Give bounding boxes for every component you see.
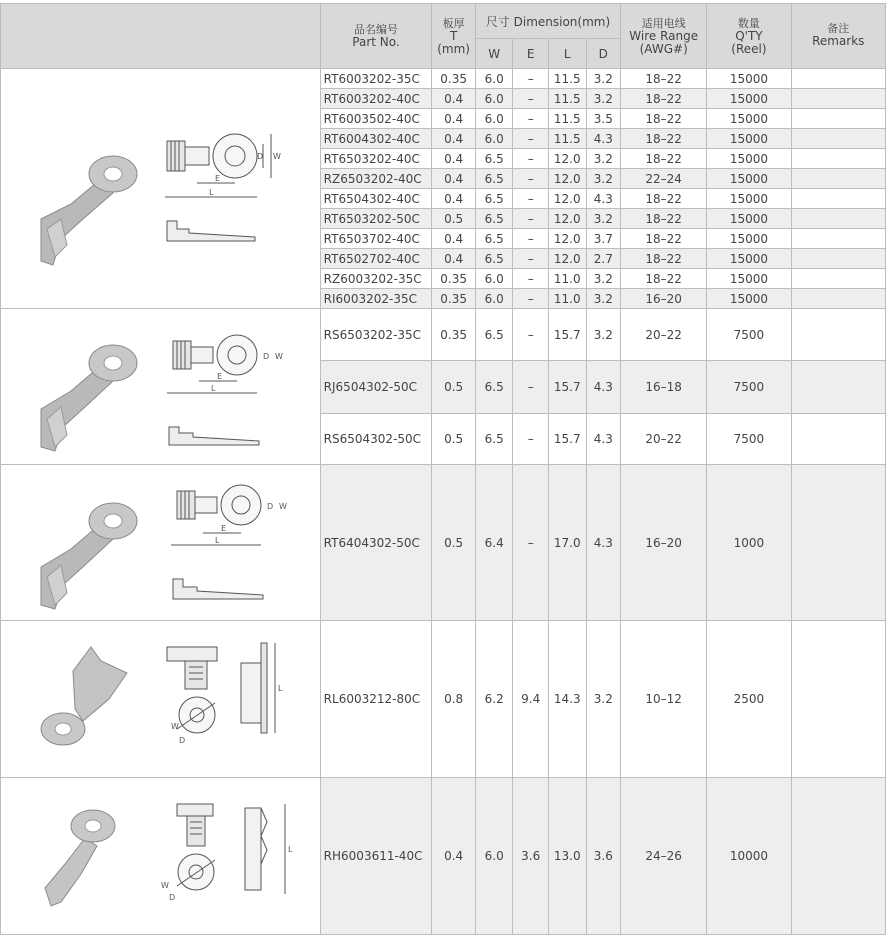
- ring-terminal-diagram: [1, 69, 316, 308]
- d-cell: 3.7: [586, 229, 621, 249]
- qty-cell: 15000: [707, 69, 791, 89]
- group4-image-cell: [1, 621, 321, 778]
- wire-range-cell: 18–22: [621, 109, 707, 129]
- e-cell: –: [513, 269, 549, 289]
- w-label: W: [161, 881, 169, 890]
- part-number: RT6404302-50C: [320, 465, 432, 621]
- e-label: E: [217, 372, 223, 381]
- wire-range-cell: 18–22: [621, 249, 707, 269]
- e-label: E: [221, 524, 227, 533]
- remarks-cell: [791, 465, 885, 621]
- part-number: RT6003202-35C: [320, 69, 432, 89]
- ring-terminal-photo: [41, 345, 137, 451]
- table-row: [1, 621, 886, 778]
- w-label: W: [275, 352, 283, 361]
- part-number: RT6504302-40C: [320, 189, 432, 209]
- d-cell: 4.3: [586, 465, 621, 621]
- d-cell: 3.2: [586, 621, 621, 778]
- image-header: [1, 4, 321, 69]
- qty-cell: 15000: [707, 209, 791, 229]
- d-cell: 3.2: [586, 169, 621, 189]
- qty-cell: 1000: [707, 465, 791, 621]
- part-number: RT6503202-50C: [320, 209, 432, 229]
- d-cell: 4.3: [586, 361, 621, 413]
- remarks-cell: [791, 778, 885, 935]
- d-cell: 3.2: [586, 309, 621, 361]
- l-cell: 12.0: [548, 149, 586, 169]
- thickness-cell: 0.4: [432, 109, 476, 129]
- part-number: RI6003202-35C: [320, 289, 432, 309]
- w-label: W: [171, 722, 179, 731]
- w-cell: 6.5: [475, 209, 513, 229]
- ring-terminal-diagram: [1, 621, 316, 777]
- qty-header: 数量 Q'TY (Reel): [707, 4, 791, 69]
- side-view-drawing: [245, 804, 285, 894]
- qty-cell: 15000: [707, 229, 791, 249]
- w-cell: 6.5: [475, 249, 513, 269]
- top-view-drawing: [165, 134, 271, 197]
- thickness-cell: 0.5: [432, 465, 476, 621]
- w-header: W: [475, 39, 513, 69]
- thickness-cell: 0.4: [432, 249, 476, 269]
- e-cell: –: [513, 149, 549, 169]
- qty-cell: 15000: [707, 169, 791, 189]
- remarks-cell: [791, 169, 885, 189]
- remarks-cell: [791, 69, 885, 89]
- e-cell: –: [513, 109, 549, 129]
- dimension-header: 尺寸 Dimension(mm): [475, 4, 620, 39]
- remarks-cell: [791, 621, 885, 778]
- part-number: RL6003212-80C: [320, 621, 432, 778]
- d-cell: 3.6: [586, 778, 621, 935]
- l-cell: 13.0: [548, 778, 586, 935]
- qty-cell: 2500: [707, 621, 791, 778]
- w-cell: 6.5: [475, 149, 513, 169]
- remarks-cell: [791, 361, 885, 413]
- w-cell: 6.5: [475, 361, 513, 413]
- wire-range-cell: 20–22: [621, 413, 707, 464]
- thickness-cell: 0.5: [432, 209, 476, 229]
- thickness-cell: 0.35: [432, 69, 476, 89]
- part-number: RT6503702-40C: [320, 229, 432, 249]
- qty-cell: 15000: [707, 89, 791, 109]
- part-number: RJ6504302-50C: [320, 361, 432, 413]
- e-cell: –: [513, 413, 549, 464]
- ring-terminal-diagram: [1, 309, 316, 464]
- d-cell: 3.2: [586, 149, 621, 169]
- wire-range-cell: 18–22: [621, 129, 707, 149]
- remarks-cell: [791, 189, 885, 209]
- l-cell: 14.3: [548, 621, 586, 778]
- l-label: L: [215, 536, 220, 545]
- w-label: W: [273, 152, 281, 161]
- remarks-cell: [791, 109, 885, 129]
- terminal-spec-table: [0, 3, 886, 935]
- e-cell: –: [513, 249, 549, 269]
- l-cell: 11.0: [548, 289, 586, 309]
- part-number: RZ6503202-40C: [320, 169, 432, 189]
- wire-range-cell: 18–22: [621, 69, 707, 89]
- top-view-drawing: [167, 647, 217, 733]
- w-cell: 6.2: [475, 621, 513, 778]
- remarks-cell: [791, 209, 885, 229]
- thickness-cell: 0.4: [432, 229, 476, 249]
- e-cell: –: [513, 229, 549, 249]
- d-cell: 4.3: [586, 189, 621, 209]
- qty-cell: 7500: [707, 361, 791, 413]
- e-cell: –: [513, 169, 549, 189]
- thickness-cell: 0.4: [432, 189, 476, 209]
- l-cell: 12.0: [548, 229, 586, 249]
- thickness-cell: 0.8: [432, 621, 476, 778]
- side-view-drawing: [169, 427, 259, 445]
- w-cell: 6.4: [475, 465, 513, 621]
- qty-cell: 10000: [707, 778, 791, 935]
- side-view-drawing: [173, 579, 263, 599]
- e-cell: –: [513, 189, 549, 209]
- d-cell: 3.2: [586, 89, 621, 109]
- wire-range-cell: 18–22: [621, 149, 707, 169]
- wire-range-cell: 18–22: [621, 189, 707, 209]
- side-view-drawing: [241, 643, 275, 733]
- l-cell: 17.0: [548, 465, 586, 621]
- l-cell: 15.7: [548, 361, 586, 413]
- group2-image-cell: [1, 309, 321, 465]
- d-label: D: [263, 352, 270, 361]
- l-label: L: [211, 384, 216, 393]
- remarks-cell: [791, 269, 885, 289]
- d-label: D: [169, 893, 176, 902]
- qty-cell: 7500: [707, 413, 791, 464]
- d-cell: 2.7: [586, 249, 621, 269]
- e-cell: –: [513, 209, 549, 229]
- w-cell: 6.0: [475, 69, 513, 89]
- w-cell: 6.5: [475, 309, 513, 361]
- l-cell: 12.0: [548, 169, 586, 189]
- w-cell: 6.0: [475, 109, 513, 129]
- e-cell: 3.6: [513, 778, 549, 935]
- l-cell: 15.7: [548, 413, 586, 464]
- l-label: L: [209, 188, 214, 197]
- d-label: D: [257, 152, 264, 161]
- ring-terminal-diagram: [1, 778, 316, 934]
- remarks-cell: [791, 129, 885, 149]
- thickness-cell: 0.4: [432, 129, 476, 149]
- w-cell: 6.5: [475, 189, 513, 209]
- l-cell: 11.5: [548, 129, 586, 149]
- w-cell: 6.0: [475, 89, 513, 109]
- l-cell: 11.5: [548, 69, 586, 89]
- wire-range-cell: 10–12: [621, 621, 707, 778]
- w-cell: 6.0: [475, 778, 513, 935]
- d-cell: 3.2: [586, 269, 621, 289]
- thickness-cell: 0.4: [432, 89, 476, 109]
- thickness-cell: 0.35: [432, 289, 476, 309]
- table-row: [1, 309, 886, 361]
- side-view-drawing: [167, 221, 255, 241]
- l-cell: 15.7: [548, 309, 586, 361]
- d-cell: 3.2: [586, 69, 621, 89]
- wire-range-cell: 18–22: [621, 229, 707, 249]
- qty-cell: 15000: [707, 269, 791, 289]
- e-cell: –: [513, 69, 549, 89]
- wire-range-cell: 20–22: [621, 309, 707, 361]
- l-cell: 12.0: [548, 189, 586, 209]
- qty-cell: 15000: [707, 109, 791, 129]
- w-cell: 6.0: [475, 289, 513, 309]
- group1-image-cell: [1, 69, 321, 309]
- e-cell: –: [513, 361, 549, 413]
- flag-terminal-photo: [41, 647, 127, 745]
- part-number: RT6003202-40C: [320, 89, 432, 109]
- w-cell: 6.0: [475, 129, 513, 149]
- w-cell: 6.0: [475, 269, 513, 289]
- top-view-drawing: [177, 804, 215, 890]
- w-label: W: [279, 502, 287, 511]
- e-label: E: [215, 174, 221, 183]
- remarks-cell: [791, 149, 885, 169]
- d-cell: 4.3: [586, 129, 621, 149]
- qty-cell: 15000: [707, 149, 791, 169]
- remarks-cell: [791, 413, 885, 464]
- e-header: E: [513, 39, 549, 69]
- table-row: [1, 778, 886, 935]
- wire-range-cell: 16–20: [621, 289, 707, 309]
- ring-terminal-photo: [41, 503, 137, 609]
- l-cell: 11.5: [548, 89, 586, 109]
- table-row: [1, 69, 886, 89]
- part-number: RT6503202-40C: [320, 149, 432, 169]
- thickness-header: 板厚 T (mm): [432, 4, 476, 69]
- w-cell: 6.5: [475, 169, 513, 189]
- ring-terminal-photo: [41, 156, 137, 265]
- d-header: D: [586, 39, 621, 69]
- part-number: RZ6003202-35C: [320, 269, 432, 289]
- d-cell: 4.3: [586, 413, 621, 464]
- wire-range-header: 适用电线 Wire Range (AWG#): [621, 4, 707, 69]
- part-number: RT6004302-40C: [320, 129, 432, 149]
- remarks-cell: [791, 229, 885, 249]
- d-label: D: [267, 502, 274, 511]
- e-cell: –: [513, 309, 549, 361]
- w-cell: 6.5: [475, 413, 513, 464]
- l-label: L: [288, 845, 293, 854]
- l-cell: 11.5: [548, 109, 586, 129]
- wire-range-cell: 18–22: [621, 269, 707, 289]
- d-label: D: [179, 736, 186, 745]
- l-header: L: [548, 39, 586, 69]
- part-number: RS6504302-50C: [320, 413, 432, 464]
- part-number: RH6003611-40C: [320, 778, 432, 935]
- remarks-cell: [791, 309, 885, 361]
- l-cell: 12.0: [548, 249, 586, 269]
- thickness-cell: 0.4: [432, 149, 476, 169]
- qty-cell: 15000: [707, 189, 791, 209]
- thickness-cell: 0.35: [432, 309, 476, 361]
- e-cell: –: [513, 89, 549, 109]
- remarks-cell: [791, 249, 885, 269]
- w-cell: 6.5: [475, 229, 513, 249]
- thickness-cell: 0.4: [432, 169, 476, 189]
- d-cell: 3.5: [586, 109, 621, 129]
- wire-range-cell: 24–26: [621, 778, 707, 935]
- part-number: RT6003502-40C: [320, 109, 432, 129]
- l-cell: 12.0: [548, 209, 586, 229]
- e-cell: –: [513, 129, 549, 149]
- qty-cell: 15000: [707, 129, 791, 149]
- header-row: [1, 4, 886, 39]
- qty-cell: 15000: [707, 289, 791, 309]
- group3-image-cell: [1, 465, 321, 621]
- remarks-header: 备注 Remarks: [791, 4, 885, 69]
- e-cell: 9.4: [513, 621, 549, 778]
- table-row: [1, 465, 886, 621]
- remarks-cell: [791, 289, 885, 309]
- part-number: RS6503202-35C: [320, 309, 432, 361]
- wire-range-cell: 22–24: [621, 169, 707, 189]
- ring-terminal-photo: [45, 810, 115, 906]
- wire-range-cell: 18–22: [621, 209, 707, 229]
- thickness-cell: 0.4: [432, 778, 476, 935]
- part-no-header: 品名编号 Part No.: [320, 4, 432, 69]
- qty-cell: 7500: [707, 309, 791, 361]
- l-cell: 11.0: [548, 269, 586, 289]
- remarks-cell: [791, 89, 885, 109]
- thickness-cell: 0.35: [432, 269, 476, 289]
- ring-terminal-diagram: [1, 465, 316, 620]
- d-cell: 3.2: [586, 289, 621, 309]
- part-number: RT6502702-40C: [320, 249, 432, 269]
- wire-range-cell: 16–18: [621, 361, 707, 413]
- e-cell: –: [513, 289, 549, 309]
- group5-image-cell: [1, 778, 321, 935]
- wire-range-cell: 18–22: [621, 89, 707, 109]
- d-cell: 3.2: [586, 209, 621, 229]
- e-cell: –: [513, 465, 549, 621]
- thickness-cell: 0.5: [432, 361, 476, 413]
- qty-cell: 15000: [707, 249, 791, 269]
- wire-range-cell: 16–20: [621, 465, 707, 621]
- l-label: L: [278, 684, 283, 693]
- thickness-cell: 0.5: [432, 413, 476, 464]
